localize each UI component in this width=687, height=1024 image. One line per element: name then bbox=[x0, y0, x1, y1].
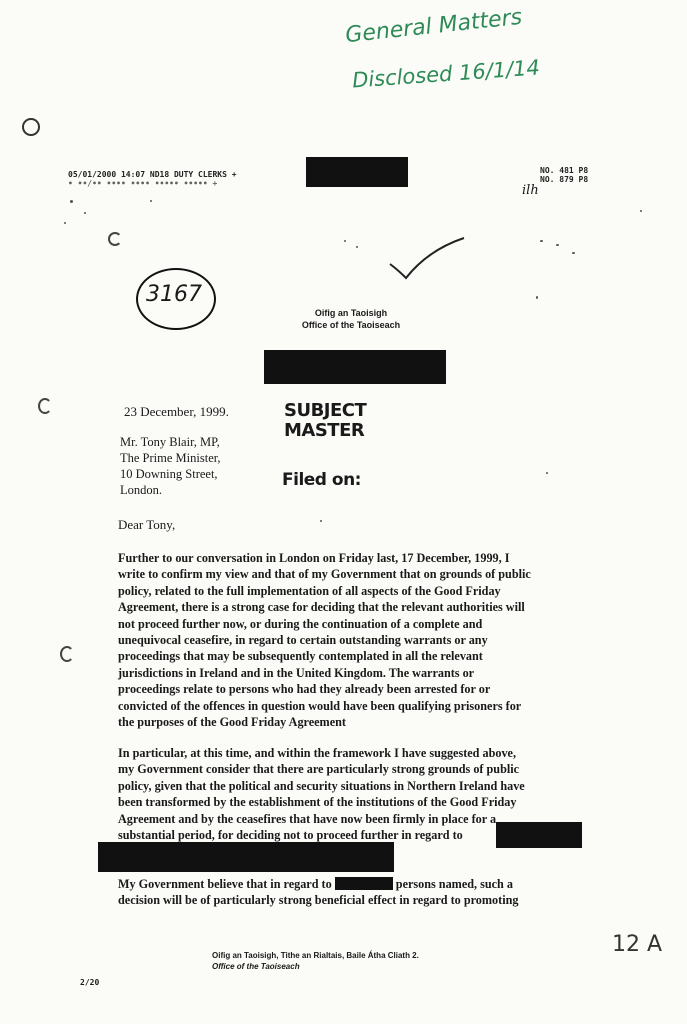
file-number-text: 3167 bbox=[146, 282, 202, 307]
filed-on-stamp: Filed on: bbox=[282, 470, 361, 490]
text-line: decision will be of particularly strong beneficial effect in regard to promoting bbox=[118, 893, 519, 908]
stamp-line: SUBJECT bbox=[284, 400, 367, 421]
redaction-inline bbox=[335, 877, 393, 890]
scan-speck bbox=[536, 296, 538, 299]
address-line: Mr. Tony Blair, MP, bbox=[120, 435, 220, 449]
scan-speck bbox=[64, 222, 66, 224]
hole-punch-mark bbox=[38, 398, 52, 414]
page-footer bbox=[212, 950, 419, 972]
scan-speck bbox=[344, 240, 346, 242]
address-line: 10 Downing Street, bbox=[120, 467, 218, 481]
paragraph-3 bbox=[118, 876, 588, 909]
letter-date: 23 December, 1999. bbox=[124, 404, 229, 419]
fax-header-line: 05/01/2000 14:07 ND18 DUTY CLERKS + bbox=[68, 170, 237, 179]
hole-punch-mark bbox=[60, 646, 74, 662]
text-line: proceedings relate to persons who had they already been arrested for or bbox=[118, 682, 491, 697]
letterhead bbox=[286, 307, 416, 331]
handwritten-note-disclosed: Disclosed 16/1/14 bbox=[351, 55, 541, 93]
text-line: Agreement, there is a strong case for deciding that the relevant authorities will bbox=[118, 600, 525, 615]
text-line: been transformed by the establishment of the institutions of the Good Friday bbox=[118, 795, 517, 810]
redaction-block bbox=[98, 842, 394, 872]
checkmark-icon bbox=[388, 236, 468, 282]
recipient-address bbox=[120, 434, 221, 498]
scan-speck bbox=[70, 200, 73, 203]
text-line: my Government consider that there are particularly strong grounds of public bbox=[118, 762, 520, 777]
stamp-line: MASTER bbox=[284, 420, 365, 441]
scan-speck bbox=[546, 472, 548, 474]
fax-header-line: NO. 879 P8 bbox=[540, 175, 589, 184]
fax-header-left bbox=[68, 170, 237, 188]
footer-line: Oifig an Taoisigh, Tithe an Rialtais, Baile Átha Cliath 2. bbox=[212, 951, 419, 960]
text-line: proceedings that may be subsequently contemplated in all the relevant bbox=[118, 649, 483, 664]
text-line: Further to our conversation in London on Friday last, 17 December, 1999, I bbox=[118, 551, 510, 565]
text-line: substantial period, for deciding not to proceed further in regard to bbox=[118, 828, 463, 843]
address-line: London. bbox=[120, 483, 163, 497]
scan-speck bbox=[356, 246, 358, 248]
text-line: the purposes of the Good Friday Agreement bbox=[118, 715, 346, 730]
scan-speck bbox=[84, 212, 86, 214]
letterhead-english: Office of the Taoiseach bbox=[301, 320, 401, 330]
redaction-block bbox=[264, 350, 446, 384]
salutation: Dear Tony, bbox=[118, 517, 176, 532]
redaction-block bbox=[306, 157, 408, 187]
letterhead-irish: Oifig an Taoisigh bbox=[314, 308, 388, 318]
text-line: policy, related to the full implementation of all aspects of the Good Friday bbox=[118, 583, 501, 598]
text-line bbox=[118, 876, 588, 892]
scan-speck bbox=[572, 252, 575, 254]
subject-master-stamp bbox=[284, 401, 366, 441]
footer-corner-mark: 2/20 bbox=[80, 978, 100, 987]
fax-header-line: NO. 481 P8 bbox=[540, 166, 589, 175]
paragraph-1 bbox=[118, 550, 578, 730]
hole-punch-mark bbox=[108, 232, 122, 246]
text-line: convicted of the offences in question would have been qualifying prisoners for bbox=[118, 698, 522, 713]
address-line: The Prime Minister, bbox=[120, 451, 221, 465]
scan-speck bbox=[640, 210, 642, 212]
handwritten-note-general-matters: General Matters bbox=[344, 4, 524, 49]
text-fragment: My Government believe that in regard to bbox=[118, 877, 332, 891]
fax-header-line: • ••/•• •••• •••• ••••• ••••• + bbox=[68, 179, 218, 188]
fax-initials: ilh bbox=[522, 183, 539, 198]
text-line: jurisdictions in Ireland and in the United Kingdom. The warrants or bbox=[118, 665, 475, 680]
scan-speck bbox=[320, 520, 322, 522]
page-reference-note: 12 A bbox=[612, 932, 663, 957]
text-line: Agreement and by the ceasefires that have now been firmly in place for a bbox=[118, 811, 497, 826]
text-line: In particular, at this time, and within the framework I have suggested above, bbox=[118, 746, 517, 760]
text-line: policy, given that the political and security situations in Northern Ireland have bbox=[118, 778, 525, 793]
fax-header-right bbox=[540, 166, 588, 184]
scan-speck bbox=[556, 244, 559, 246]
hole-punch-mark bbox=[22, 118, 40, 136]
text-line: not proceed further now, or during the continuation of a complete and bbox=[118, 616, 483, 631]
text-line: unequivocal ceasefire, in regard to certain outstanding warrants or any bbox=[118, 633, 488, 648]
text-line: write to confirm my view and that of my Government that on grounds of public bbox=[118, 567, 531, 582]
redaction-block bbox=[496, 822, 582, 848]
text-fragment: persons named, such a bbox=[395, 877, 513, 891]
scan-speck bbox=[540, 240, 543, 242]
footer-line: Office of the Taoiseach bbox=[212, 962, 300, 971]
scan-speck bbox=[150, 200, 152, 202]
